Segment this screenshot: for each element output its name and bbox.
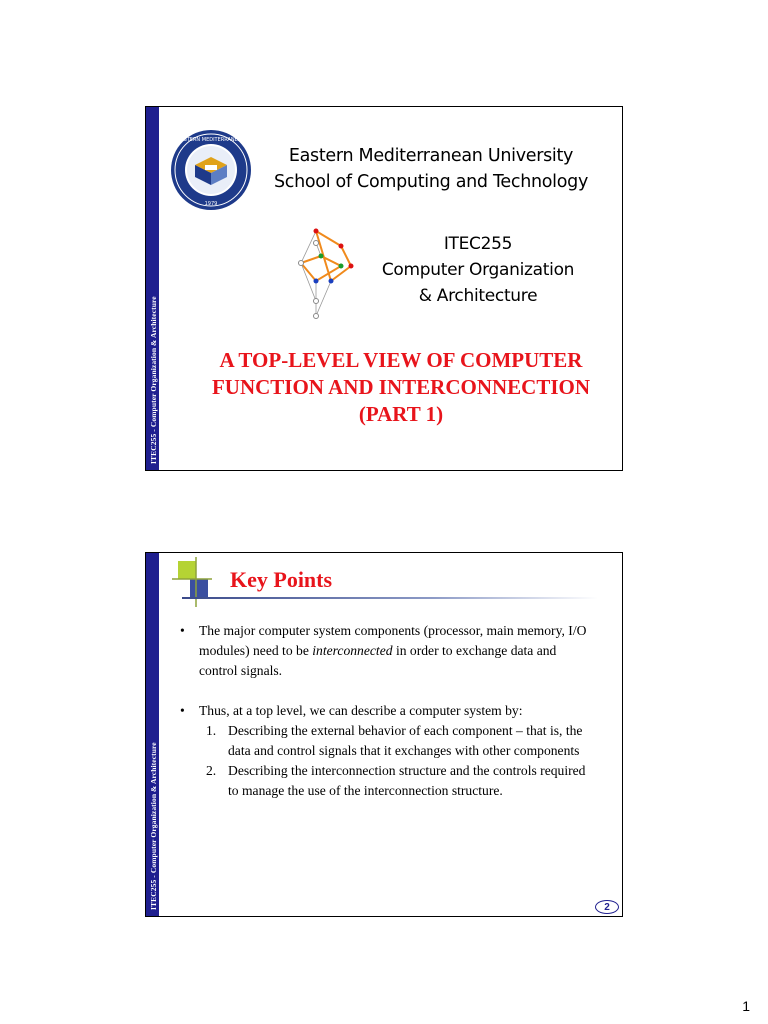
school-name: School of Computing and Technology — [273, 172, 589, 192]
item-number: 1. — [206, 723, 217, 738]
university-seal-icon — [170, 129, 252, 211]
slide-title: Key Points — [230, 567, 333, 592]
svg-text:1979: 1979 — [204, 201, 218, 207]
numbered-item — [178, 761, 598, 801]
bullet-text-end: in order to exchange data and control signals. — [199, 643, 557, 678]
item-number: 2. — [206, 763, 217, 778]
lecture-title-line2: FUNCTION AND INTERCONNECTION — [211, 375, 591, 399]
bullet-icon: • — [180, 703, 185, 718]
bullet-emphasis: interconnected — [312, 643, 393, 658]
bullet-item — [178, 621, 598, 681]
item-text: Describing the interconnection structure and the controls required to manage the use of the interconnection structure. — [228, 763, 586, 798]
lecture-title-line3: (PART 1) — [358, 402, 444, 426]
slide-1 — [145, 106, 623, 471]
course-code: ITEC255 — [443, 234, 513, 254]
sidebar-course-label: ITEC255 - Computer Organization & Architecture — [149, 296, 158, 464]
lattice-graph-icon — [296, 221, 366, 321]
svg-text:EASTERN MEDITERRANEAN: EASTERN MEDITERRANEAN — [176, 137, 246, 143]
university-name: Eastern Mediterranean University — [288, 146, 574, 166]
bullet-text: Thus, at a top level, we can describe a computer system by: — [199, 703, 523, 718]
university-heading — [246, 143, 616, 195]
numbered-item — [178, 721, 598, 761]
slide-content — [178, 621, 598, 801]
slide-sidebar — [146, 553, 159, 916]
page-number: 1 — [742, 998, 750, 1014]
title-underline — [182, 597, 598, 599]
decorative-squares-icon — [172, 557, 212, 607]
bullet-item — [178, 701, 598, 721]
lecture-title — [186, 347, 616, 428]
bullet-icon: • — [180, 623, 185, 638]
course-name-line1: Computer Organization — [381, 260, 575, 280]
course-heading — [360, 231, 596, 309]
item-text: Describing the external behavior of each component – that is, the data and control signals that it exchanges with other components — [228, 723, 583, 758]
slide-sidebar — [146, 107, 159, 470]
course-name-line2: & Architecture — [418, 286, 538, 306]
lecture-title-line1: A TOP-LEVEL VIEW OF COMPUTER — [219, 348, 583, 372]
slide-2 — [145, 552, 623, 917]
slide-number-badge: 2 — [595, 900, 619, 914]
sidebar-course-label: ITEC255 - Computer Organization & Architecture — [149, 742, 158, 910]
bullet-text: The major computer system components (processor, main memory, I/O modules) need to be — [199, 623, 587, 658]
